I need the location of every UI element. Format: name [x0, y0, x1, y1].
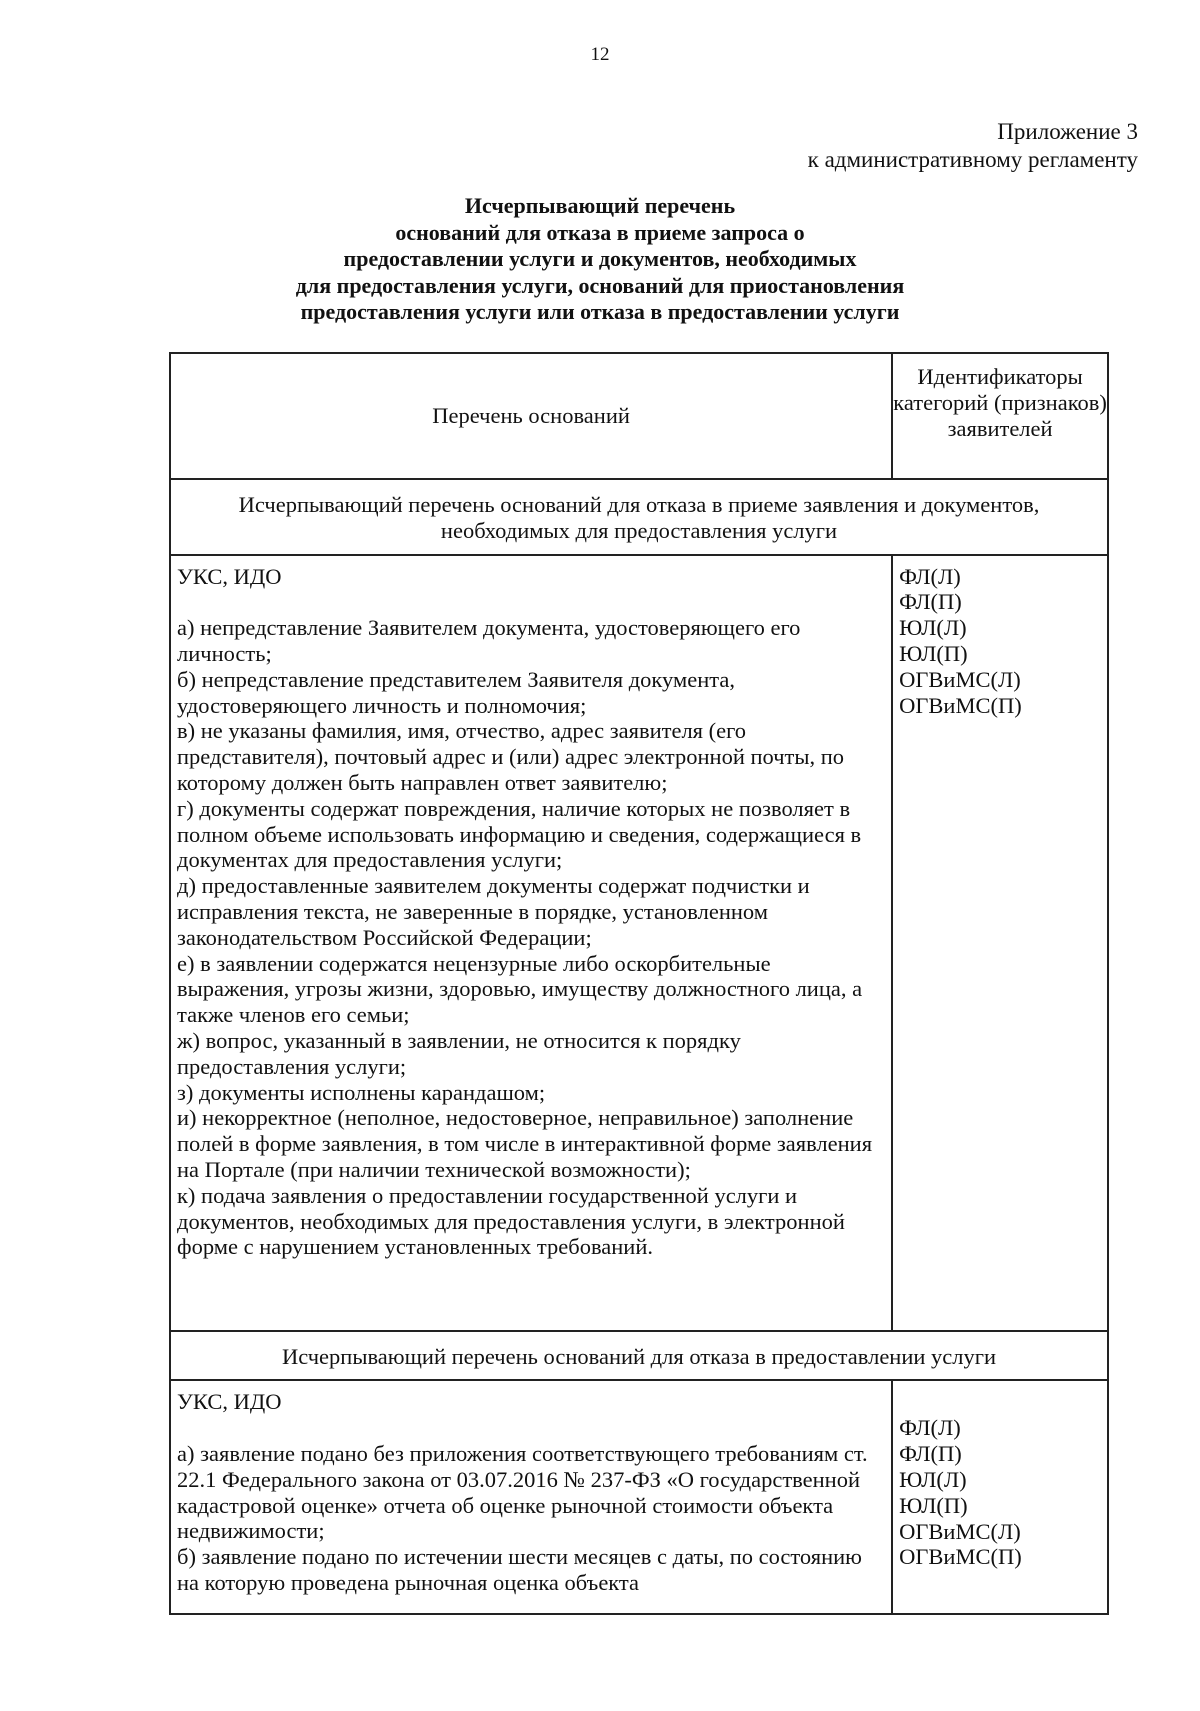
- ground-item: в) не указаны фамилия, имя, отчество, адрес заявителя (его представителя), почтовый адрес и (или) адрес электронной почты, по которому должен быть направлен ответ заявителю;: [177, 718, 845, 795]
- identifier-item: ФЛ(Л): [899, 563, 961, 589]
- identifiers-list-service: [892, 1380, 1108, 1614]
- appendix-regulation: к административному регламенту: [807, 147, 1138, 172]
- identifier-item: ОГВиМС(Л): [899, 1518, 1021, 1544]
- title-line: Исчерпывающий перечень: [464, 193, 736, 218]
- appendix-label: Приложение 3: [997, 119, 1138, 144]
- ground-item: е) в заявлении содержатся нецензурные либо оскорбительные выражения, угрозы жизни, здоровью, имуществу должностного лица, а также членов его семьи;: [177, 950, 863, 1028]
- identifier-item: ОГВиМС(Л): [899, 666, 1021, 692]
- identifier-item: ЮЛ(Л): [899, 615, 967, 641]
- identifier-item: ФЛ(Л): [899, 1415, 961, 1441]
- identifier-item: ЮЛ(Л): [899, 1466, 967, 1492]
- document-title: [0, 193, 1200, 326]
- table-header-row: [170, 353, 1108, 479]
- ground-item: б) непредставление представителем Заявителя документа, удостоверяющего личность и полномочия;: [177, 666, 735, 718]
- section-heading-row: [170, 1331, 1108, 1381]
- identifier-item: ФЛ(П): [899, 1441, 962, 1467]
- identifier-item: ОГВиМС(П): [899, 692, 1022, 718]
- header-identifiers: Идентификаторы категорий (признаков) заявителей: [892, 353, 1108, 479]
- codes-label: УКС, ИДО: [177, 563, 282, 589]
- page-number: 12: [590, 44, 610, 65]
- grounds-table: [169, 352, 1109, 1615]
- grounds-list-service: [170, 1380, 892, 1614]
- title-line: предоставления услуги или отказа в предоставлении услуги: [300, 299, 900, 324]
- identifier-item: ОГВиМС(П): [899, 1544, 1022, 1570]
- identifier-item: ЮЛ(П): [899, 640, 968, 666]
- ground-item: а) непредставление Заявителем документа, удостоверяющего его личность;: [177, 615, 801, 666]
- section-heading-refusal-acceptance: Исчерпывающий перечень оснований для отказа в приеме заявления и документов, необходимых для предоставления услуги: [170, 479, 1108, 555]
- identifiers-list-acceptance: [892, 555, 1108, 1331]
- codes-label: УКС, ИДО: [177, 1389, 282, 1415]
- ground-item: б) заявление подано по истечении шести месяцев с даты, по состоянию на которую проведена рыночная оценка объекта: [177, 1544, 862, 1595]
- appendix-reference: [808, 118, 1138, 174]
- ground-item: ж) вопрос, указанный в заявлении, не относится к порядку предоставления услуги;: [177, 1027, 741, 1079]
- ground-item: и) некорректное (неполное, недостоверное, неправильное) заполнение полей в форме заявления, в том числе в интерактивной форме заявления на Портале (при наличии технической возможности);: [177, 1105, 873, 1182]
- header-grounds: Перечень оснований: [170, 353, 892, 479]
- section-heading-row: [170, 479, 1108, 555]
- identifier-item: ФЛ(П): [899, 589, 962, 615]
- section-heading-refusal-service: Исчерпывающий перечень оснований для отказа в предоставлении услуги: [170, 1331, 1108, 1381]
- identifier-item: ЮЛ(П): [899, 1492, 968, 1518]
- title-line: предоставлении услуги и документов, необходимых: [343, 246, 857, 271]
- grounds-list-acceptance: [170, 555, 892, 1331]
- ground-item: з) документы исполнены карандашом;: [177, 1079, 546, 1105]
- title-line: оснований для отказа в приеме запроса о: [395, 219, 805, 245]
- ground-item: д) предоставленные заявителем документы содержат подчистки и исправления текста, не заверенные в порядке, установленном законодательством Российской Федерации;: [177, 873, 810, 950]
- ground-item: а) заявление подано без приложения соответствующего требованиям ст. 22.1 Федерального закона от 03.07.2016 № 237-ФЗ «О государственной кадастровой оценке» отчета об оценке рыночной стоимости объекта недвижимости;: [177, 1440, 868, 1544]
- table-row: [170, 555, 1108, 1331]
- table-row: [170, 1380, 1108, 1614]
- ground-item: к) подача заявления о предоставлении государственной услуги и документов, необходимых для предоставления услуги, в электронной форме с нарушением установленных требований.: [177, 1182, 845, 1260]
- ground-item: г) документы содержат повреждения, наличие которых не позволяет в полном объеме использовать информацию и сведения, содержащиеся в документах для предоставления услуги;: [177, 795, 862, 873]
- title-line: для предоставления услуги, оснований для приостановления: [295, 272, 905, 298]
